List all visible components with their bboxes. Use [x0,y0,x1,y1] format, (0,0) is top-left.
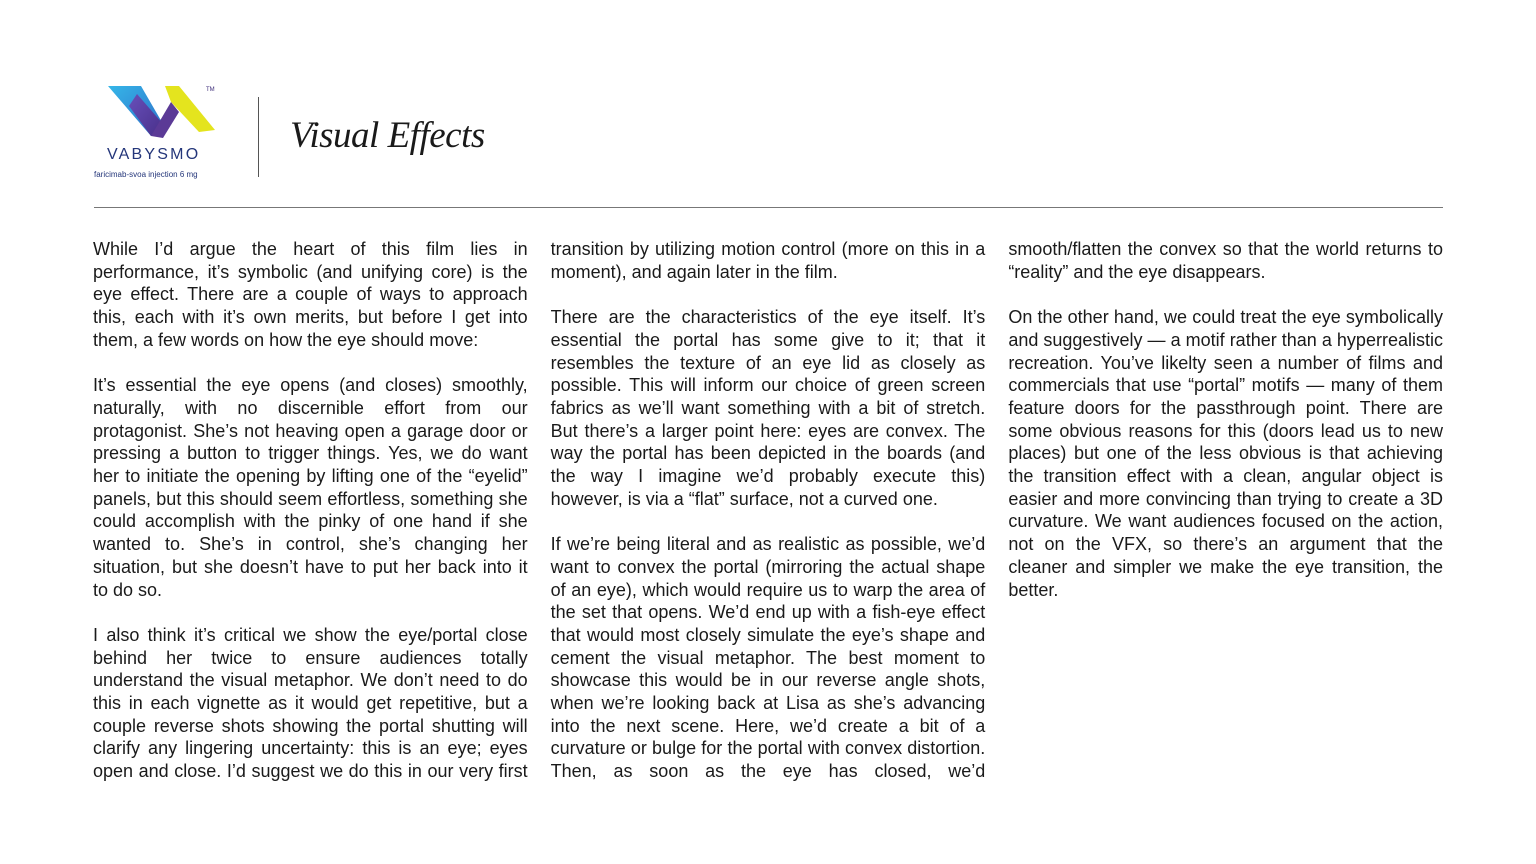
brand-subtitle: faricimab-svoa injection 6 mg [94,170,198,179]
header-rule [94,207,1443,208]
body-paragraph: There are the characteristics of the eye itself. It’s essential the portal has some give to it; that it resembles the texture of an eye lid as closely as possible. This will inform our choice of green screen fabrics as we’ll want something with a bit of stretch. But there’s a larger point here: eyes are convex. The way the portal has been depicted in the boards (and the way I imagine we’d probably execute this) however, is via a “flat” surface, not a curved one. [550,307,986,509]
body-paragraph: On the other hand, we could treat the eye symbolically and suggestively — a motif rather than a hyperrealistic recreation. You’ve likelty seen a number of films and commercials that use “portal” motifs — many of them feature doors for the passthrough point. There are some obvious reasons for this (doors lead us to new places) but one of the less obvious is that achieving the transition effect with a clean, angular object is easier and more convincing than trying to create a 3D curvature. We want audiences focused on the action, not on the VFX, so there’s an argument that the cleaner and simpler we make the eye transition, the better. [1008,307,1443,600]
body-paragraph: If we’re being literal and as realistic as possible, we’d want to convex the portal (mirroring the actual shape of an eye), which would require us to warp the area of the set that opens. We’d end up with a fish-eye effect that would most closely simulate the eye’s shape and cement the visual metaphor. The best moment to showcase this would be in our reverse angle shots, when we’re looking back at Lisa as she’s advancing into the next scene. Here, we’d create a bit of a curvature or bulge for the portal with convex distortion. Then, as soon as the eye has closed, we’d smooth/flatten the convex so that the world returns to “reality” and the eye disappears. [550,239,1443,782]
page-header [0,0,1536,210]
body-paragraph: I also think it’s critical we show the eye/portal close behind her twice to ensure audiences totally understand the visual metaphor. We don’t need to do this in each vignette as it would get repetitive, but a couple reverse shots showing the portal shutting will clarify any lingering uncertainty: this is an eye; eyes open and close. I’d suggest we do this in our very first transition by utilizing motion control (more on this in a moment), and again later in the film. [93,239,986,782]
page-title: Visual Effects [290,115,485,156]
brand-wordmark: VABYSMO [107,146,201,163]
body-paragraph: It’s essential the eye opens (and closes) smoothly, naturally, with no discernible effort from our protagonist. She’s not heaving open a garage door or pressing a button to trigger things. Yes, we do want her to initiate the opening by lifting one of the “eyelid” panels, but this should seem effortless, something she could accomplish with the pinky of one hand if she wanted to. She’s in control, she’s changing her situation, but she doesn’t have to put her back into it to do so. [93,375,528,600]
header-divider [258,97,259,177]
brand-logo [94,84,234,184]
brand-mark-icon [107,84,219,138]
body-text [93,238,1443,798]
trademark-symbol: TM [206,87,215,93]
body-paragraph: While I’d argue the heart of this film lies in performance, it’s symbolic (and unifying core) is the eye effect. There are a couple of ways to approach this, each with it’s own merits, but before I get into them, a few words on how the eye should move: [93,239,528,350]
